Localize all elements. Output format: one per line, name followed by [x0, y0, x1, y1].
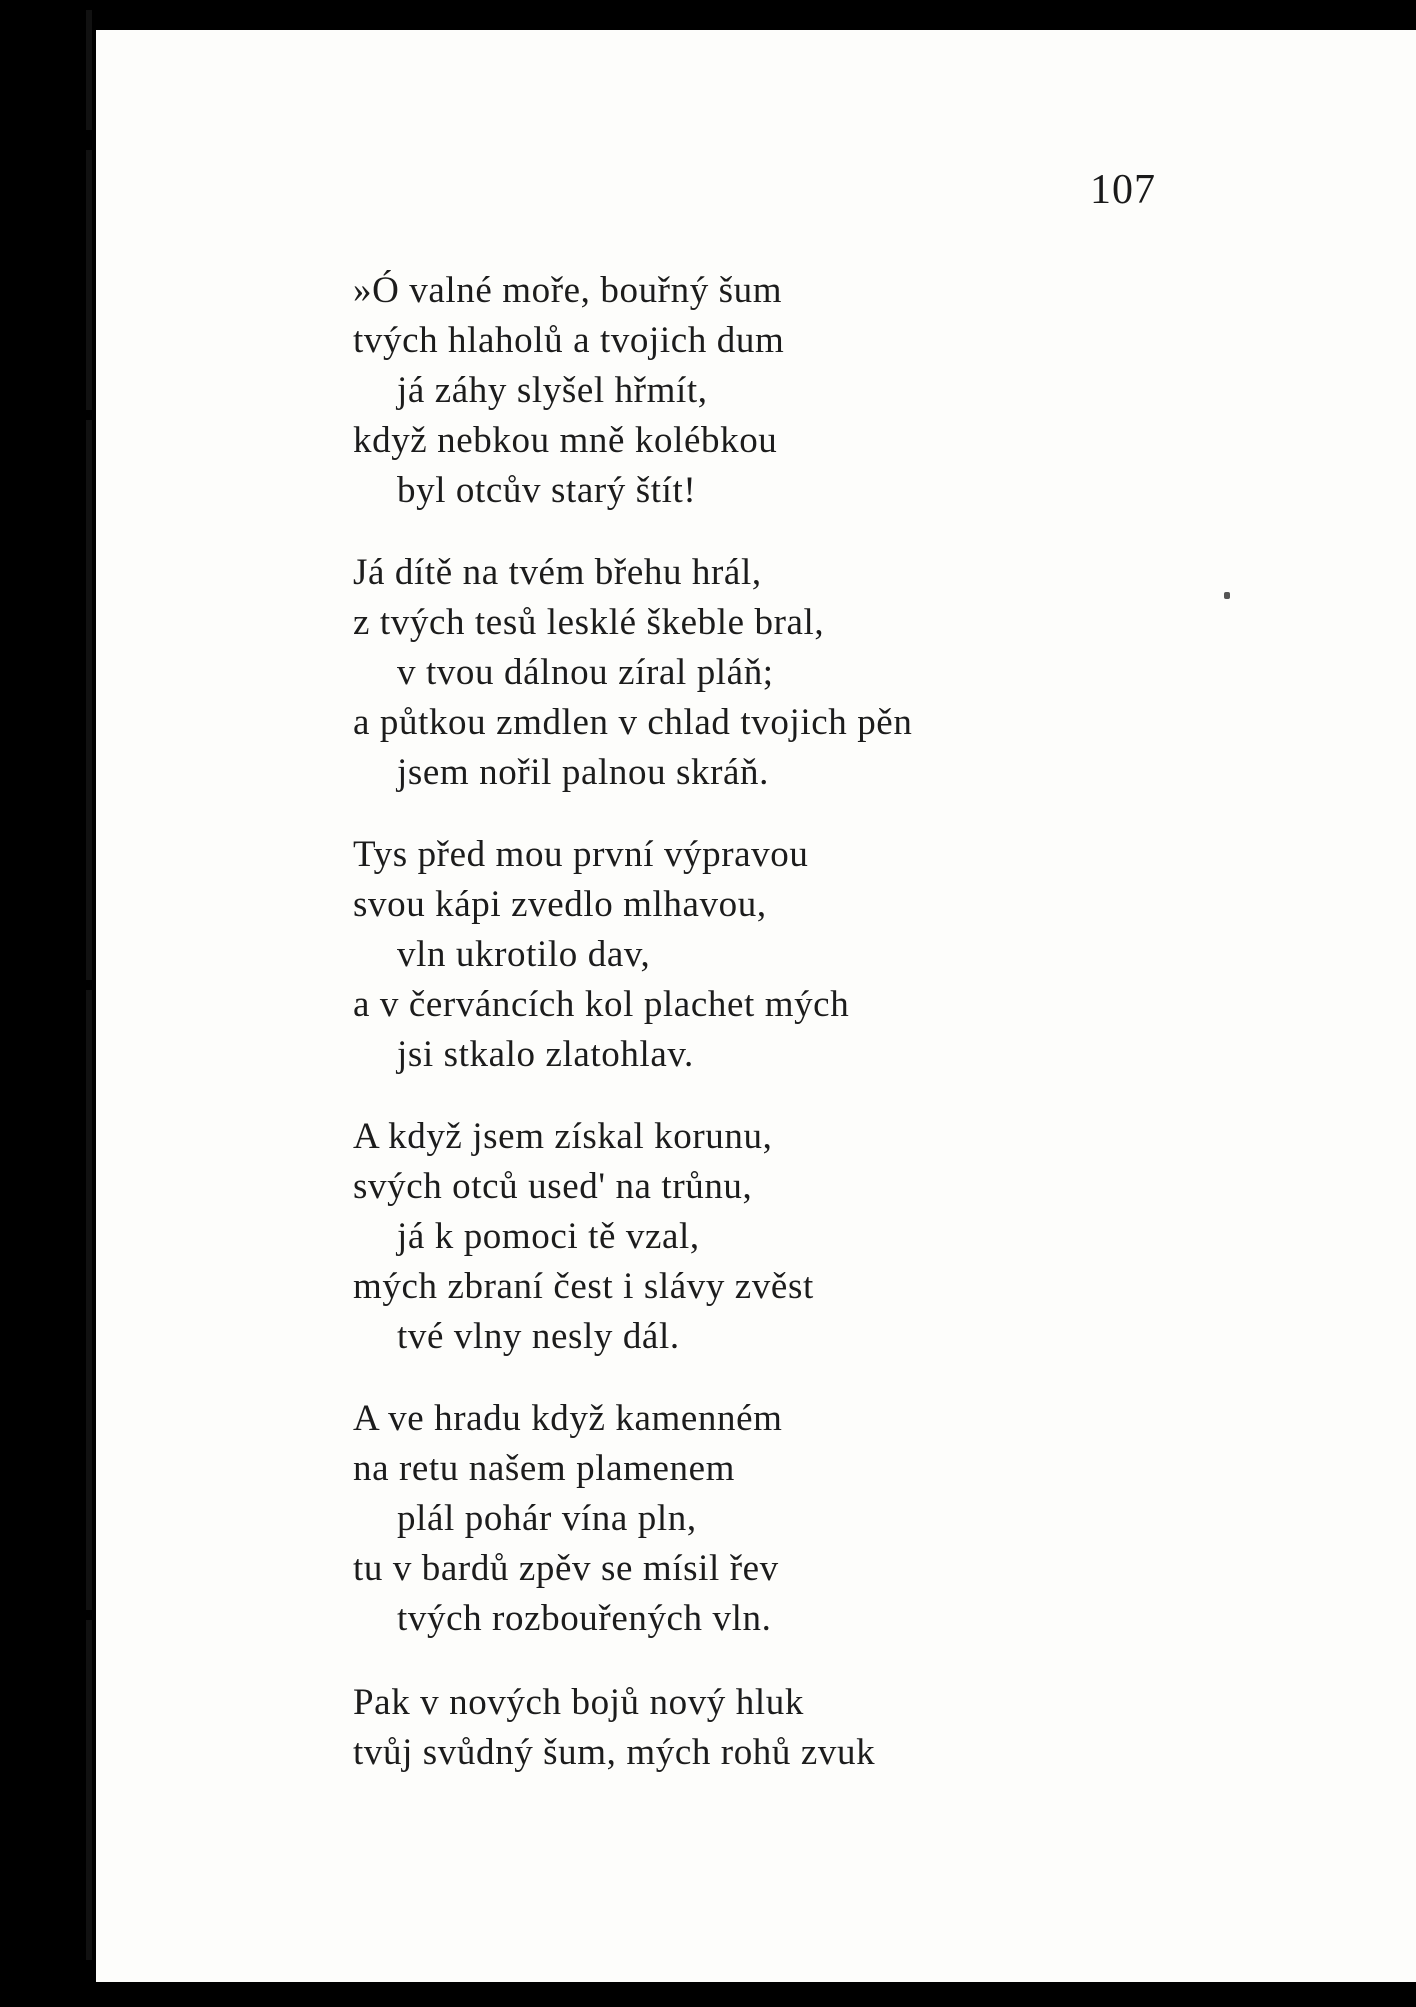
poem-line: plál pohár vína pln, [397, 1498, 697, 1539]
poem-line: Já dítě na tvém břehu hrál, [353, 552, 762, 593]
poem-line: když nebkou mně kolébkou [353, 420, 778, 461]
poem-line: v tvou dálnou zíral pláň; [397, 652, 774, 693]
stanza [353, 1394, 1353, 1644]
page-number: 107 [1090, 167, 1156, 213]
poem-line: jsi stkalo zlatohlav. [397, 1034, 694, 1075]
poem-line: Tys před mou první výpravou [353, 834, 809, 875]
poem-line: byl otcův starý štít! [397, 470, 697, 511]
poem-line: A když jsem získal korunu, [353, 1116, 773, 1157]
poem-line: tvých rozbouřených vln. [397, 1598, 772, 1639]
stanza [353, 1112, 1353, 1362]
poem-line: tvých hlaholů a tvojich dum [353, 320, 785, 361]
poem-line: a půtkou zmdlen v chlad tvojich pěn [353, 702, 913, 743]
poem-line: já k pomoci tě vzal, [397, 1216, 700, 1257]
poem-line: svou kápi zvedlo mlhavou, [353, 884, 767, 925]
poem-line: Pak v nových bojů nový hluk [353, 1682, 804, 1723]
poem-line: tvé vlny nesly dál. [397, 1316, 680, 1357]
stanza [353, 548, 1353, 798]
poem-line: vln ukrotilo dav, [397, 934, 651, 975]
stanza [353, 266, 1353, 516]
stanza [353, 1678, 1353, 1778]
poem-line: A ve hradu když kamenném [353, 1398, 783, 1439]
stanza [353, 830, 1353, 1080]
poem [353, 266, 1353, 1816]
poem-line: jsem nořil palnou skráň. [397, 752, 770, 793]
poem-line: z tvých tesů lesklé škeble bral, [353, 602, 825, 643]
poem-line: svých otců used' na trůnu, [353, 1166, 753, 1207]
poem-line: já záhy slyšel hřmít, [397, 370, 708, 411]
poem-line: tu v bardů zpěv se mísil řev [353, 1548, 779, 1589]
poem-line: tvůj svůdný šum, mých rohů zvuk [353, 1732, 876, 1773]
poem-line: »Ó valné moře, bouřný šum [353, 270, 783, 311]
poem-line: na retu našem plamenem [353, 1448, 736, 1489]
poem-line: mých zbraní čest i slávy zvěst [353, 1266, 814, 1307]
poem-line: a v červáncích kol plachet mých [353, 984, 850, 1025]
